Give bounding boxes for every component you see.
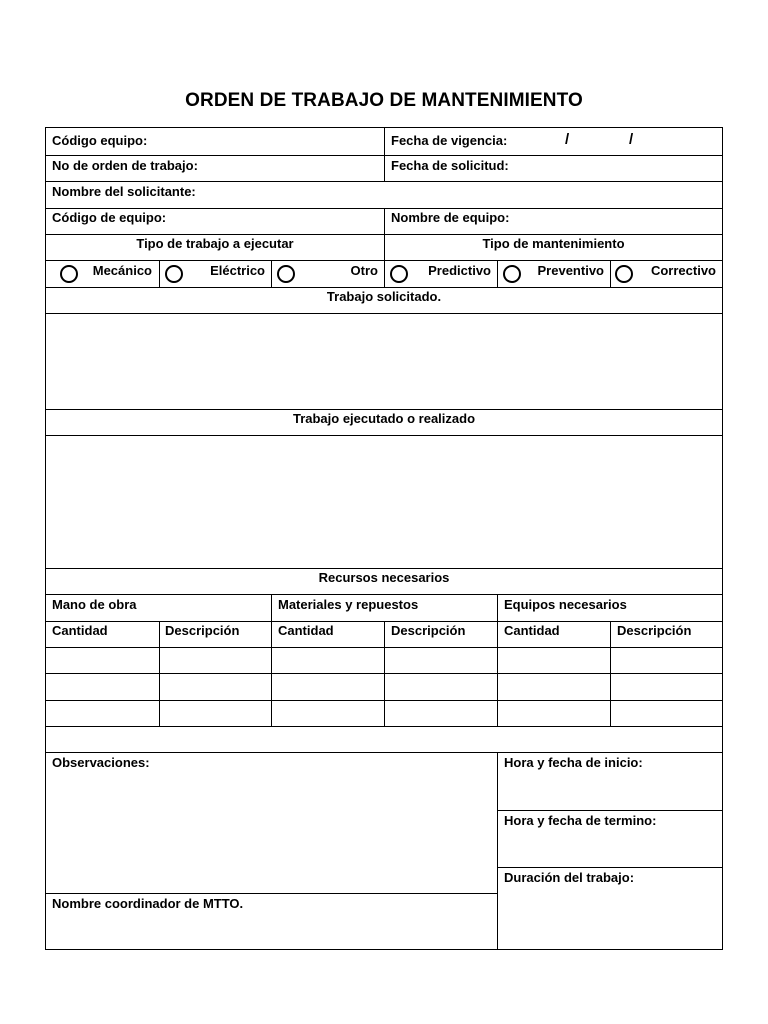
row-divider (46, 752, 722, 753)
electrico-radio[interactable] (165, 265, 183, 283)
descripcion-col-header: Descripción (165, 623, 240, 638)
preventivo-label: Preventivo (537, 263, 604, 278)
duracion-label: Duración del trabajo: (504, 870, 635, 885)
row-divider (46, 594, 722, 595)
row-divider (46, 181, 722, 182)
work-order-form (45, 127, 723, 950)
electrico-label: Eléctrico (210, 263, 265, 278)
row-divider (46, 568, 722, 569)
trabajo-ejecutado-area[interactable] (46, 436, 722, 568)
date-separator: / (565, 131, 570, 148)
col-divider (610, 260, 611, 287)
codigo-de-equipo-label: Código de equipo: (52, 210, 167, 225)
trabajo-solicitado-area[interactable] (46, 314, 722, 409)
col-divider (271, 594, 272, 726)
form-title: ORDEN DE TRABAJO DE MANTENIMIENTO (185, 90, 583, 111)
cantidad-col-header: Cantidad (278, 623, 334, 638)
descripcion-col-header: Descripción (391, 623, 466, 638)
fecha-solicitud-label: Fecha de solicitud: (391, 158, 509, 173)
nombre-equipo-label: Nombre de equipo: (391, 210, 510, 225)
observaciones-label: Observaciones: (52, 755, 150, 770)
col-divider (271, 260, 272, 287)
tipo-trabajo-header: Tipo de trabajo a ejecutar (136, 236, 294, 251)
recursos-header: Recursos necesarios (318, 570, 450, 585)
descripcion-col-header: Descripción (617, 623, 692, 638)
materiales-label: Materiales y repuestos (278, 597, 419, 612)
trabajo-solicitado-header: Trabajo solicitado. (326, 289, 442, 304)
col-divider (497, 260, 498, 287)
nombre-solicitante-label: Nombre del solicitante: (52, 184, 196, 199)
row-divider (46, 893, 497, 894)
preventivo-radio[interactable] (503, 265, 521, 283)
cantidad-col-header: Cantidad (52, 623, 108, 638)
col-divider (497, 594, 498, 726)
row-divider (46, 409, 722, 410)
equipos-label: Equipos necesarios (504, 597, 627, 612)
col-divider (610, 621, 611, 726)
no-orden-label: No de orden de trabajo: (52, 158, 198, 173)
cantidad-col-header: Cantidad (504, 623, 560, 638)
trabajo-ejecutado-header: Trabajo ejecutado o realizado (292, 411, 476, 426)
mecanico-label: Mecánico (92, 263, 152, 278)
row-divider (497, 867, 722, 868)
row-divider (46, 287, 722, 288)
predictivo-label: Predictivo (428, 263, 491, 278)
mano-obra-label: Mano de obra (52, 597, 137, 612)
correctivo-label: Correctivo (650, 263, 716, 278)
tipo-mantenimiento-header: Tipo de mantenimiento (482, 236, 625, 251)
otro-radio[interactable] (277, 265, 295, 283)
hora-termino-label: Hora y fecha de termino: (504, 813, 657, 828)
col-divider (159, 260, 160, 287)
col-divider (384, 621, 385, 726)
col-divider (159, 621, 160, 726)
predictivo-radio[interactable] (390, 265, 408, 283)
date-separator: / (629, 131, 634, 148)
codigo-equipo-label: Código equipo: (52, 133, 148, 148)
col-divider (497, 752, 498, 949)
row-divider (46, 726, 722, 727)
fecha-vigencia-label: Fecha de vigencia: (391, 133, 508, 148)
row-divider (497, 810, 722, 811)
otro-label: Otro (350, 263, 378, 278)
hora-inicio-label: Hora y fecha de inicio: (504, 755, 643, 770)
correctivo-radio[interactable] (615, 265, 633, 283)
col-divider (384, 128, 385, 155)
coordinador-label: Nombre coordinador de MTTO. (52, 896, 244, 911)
col-divider (384, 155, 385, 181)
